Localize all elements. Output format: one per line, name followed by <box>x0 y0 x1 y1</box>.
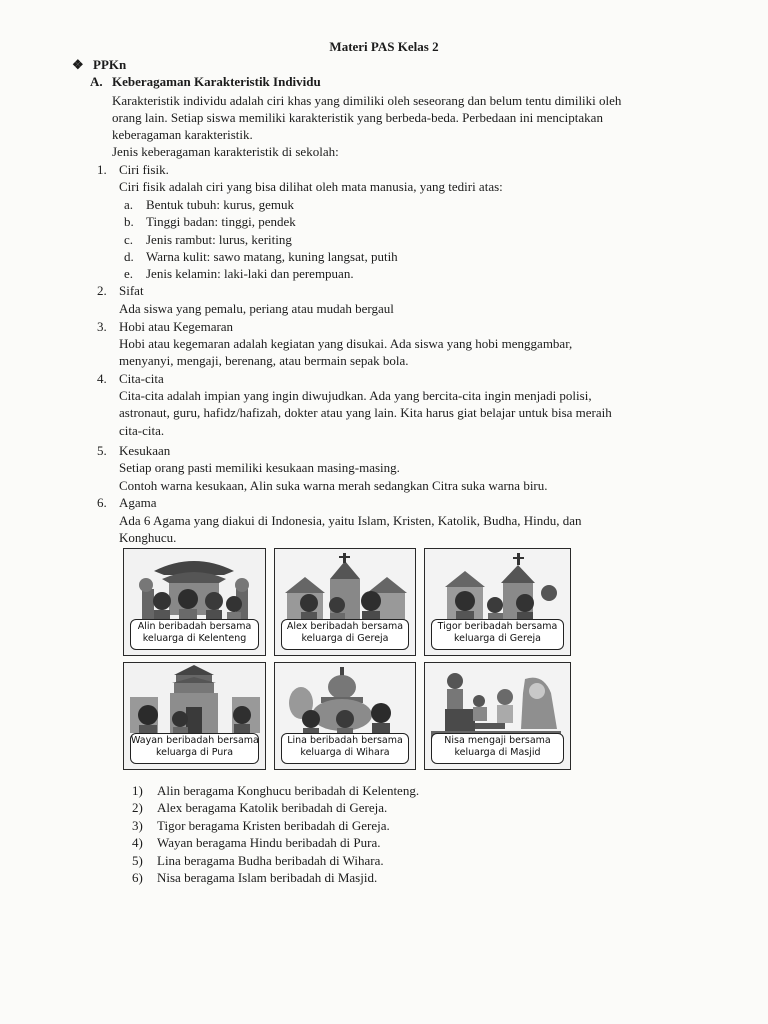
item-number: 2. <box>97 283 107 298</box>
list-item: Wayan beragama Hindu beribadah di Pura. <box>157 835 381 850</box>
illustration-panel-pura <box>123 662 266 770</box>
subject-heading: PPKn <box>93 57 127 72</box>
list-marker: 6) <box>132 870 143 885</box>
item-text: Ada siswa yang pemalu, periang atau mudah bergaul <box>119 301 394 316</box>
illustration-panel-masjid <box>424 662 571 770</box>
item-text: menyanyi, mengaji, berenang, atau bermain sepak bola. <box>119 353 409 368</box>
subitem-text: Warna kulit: sawo matang, kuning langsat, putih <box>146 249 398 264</box>
item-number: 4. <box>97 371 107 386</box>
list-marker: 1) <box>132 783 143 798</box>
caption-line: keluarga di Kelenteng <box>142 633 247 644</box>
list-marker: 3) <box>132 818 143 833</box>
item-label: Cita-cita <box>119 371 164 386</box>
section-title: Keberagaman Karakteristik Individu <box>112 74 321 89</box>
illustration-panel-gereja-kristen <box>424 548 571 656</box>
subitem-marker: c. <box>124 232 134 247</box>
item-label: Hobi atau Kegemaran <box>119 319 234 334</box>
subitem-marker: b. <box>124 214 134 229</box>
list-marker: 5) <box>132 853 143 868</box>
panel-caption <box>431 733 564 764</box>
item-number: 1. <box>97 162 107 177</box>
intro-line: orang lain. Setiap siswa memiliki karakteristik yang berbeda-beda. Perbedaan ini menciptakan <box>112 110 603 125</box>
panel-caption <box>281 733 409 764</box>
list-item: Lina beragama Budha beribadah di Wihara. <box>157 853 384 868</box>
item-text: Konghucu. <box>119 530 177 545</box>
caption-line: Wayan beribadah bersama <box>131 735 259 746</box>
item-label: Kesukaan <box>119 443 171 458</box>
caption-line: keluarga di Gereja <box>454 633 541 644</box>
section-marker: A. <box>90 74 103 89</box>
item-number: 3. <box>97 319 107 334</box>
list-item: Tigor beragama Kristen beribadah di Gereja. <box>157 818 390 833</box>
intro-line: keberagaman karakteristik. <box>112 127 253 142</box>
page-title: Materi PAS Kelas 2 <box>329 39 439 54</box>
caption-line: keluarga di Gereja <box>301 633 389 644</box>
item-text: Contoh warna kesukaan, Alin suka warna merah sedangkan Citra suka warna biru. <box>119 478 548 493</box>
caption-line: keluarga di Masjid <box>454 747 541 758</box>
panel-caption <box>431 619 564 650</box>
subitem-text: Tinggi badan: tinggi, pendek <box>146 214 296 229</box>
diamond-bullet-icon: ❖ <box>72 57 84 72</box>
caption-line: Nisa mengaji bersama <box>444 735 551 746</box>
caption-line: Alex beribadah bersama <box>286 621 404 632</box>
subitem-marker: d. <box>124 249 134 264</box>
item-number: 5. <box>97 443 107 458</box>
panel-caption <box>281 619 409 650</box>
item-text: Ada 6 Agama yang diakui di Indonesia, yaitu Islam, Kristen, Katolik, Budha, Hindu, dan <box>119 513 582 528</box>
item-text: astronaut, guru, hafidz/hafizah, dokter atau yang lain. Kita harus giat belajar untuk bisa meraih <box>119 405 612 420</box>
item-label: Sifat <box>119 283 144 298</box>
subitem-text: Jenis rambut: lurus, keriting <box>146 232 292 247</box>
illustration-panel-gereja-katolik <box>274 548 416 656</box>
item-label: Ciri fisik. <box>119 162 169 177</box>
subitem-text: Bentuk tubuh: kurus, gemuk <box>146 197 295 212</box>
panel-caption <box>130 733 259 764</box>
item-text: Hobi atau kegemaran adalah kegiatan yang disukai. Ada siswa yang hobi menggambar, <box>119 336 573 351</box>
item-text: Setiap orang pasti memiliki kesukaan masing-masing. <box>119 460 400 475</box>
caption-line: Alin beribadah bersama <box>137 621 252 632</box>
caption-line: keluarga di Wihara <box>300 747 390 758</box>
subitem-marker: a. <box>124 197 134 212</box>
list-item: Nisa beragama Islam beribadah di Masjid. <box>157 870 378 885</box>
item-text: Cita-cita adalah impian yang ingin diwujudkan. Ada yang bercita-cita ingin menjadi polisi, <box>119 388 592 403</box>
caption-line: keluarga di Pura <box>155 747 234 758</box>
caption-line: Tigor beribadah bersama <box>437 621 558 632</box>
illustration-panel-kelenteng <box>123 548 266 656</box>
subitem-marker: e. <box>124 266 134 281</box>
illustration-panel-wihara <box>274 662 416 770</box>
list-item: Alex beragama Katolik beribadah di Gereja. <box>157 800 388 815</box>
item-text: cita-cita. <box>119 423 165 438</box>
caption-line: Lina beribadah bersama <box>287 735 403 746</box>
list-marker: 2) <box>132 800 143 815</box>
list-item: Alin beragama Konghucu beribadah di Kelenteng. <box>157 783 420 798</box>
item-text: Ciri fisik adalah ciri yang bisa dilihat oleh mata manusia, yang tediri atas: <box>119 179 503 194</box>
item-number: 6. <box>97 495 107 510</box>
item-label: Agama <box>119 495 157 510</box>
panel-caption <box>130 619 259 650</box>
intro-line: Karakteristik individu adalah ciri khas yang dimiliki oleh seseorang dan belum tentu dimiliki oleh <box>112 93 622 108</box>
subitem-text: Jenis kelamin: laki-laki dan perempuan. <box>146 266 354 281</box>
list-marker: 4) <box>132 835 143 850</box>
intro-line: Jenis keberagaman karakteristik di sekolah: <box>112 144 339 159</box>
